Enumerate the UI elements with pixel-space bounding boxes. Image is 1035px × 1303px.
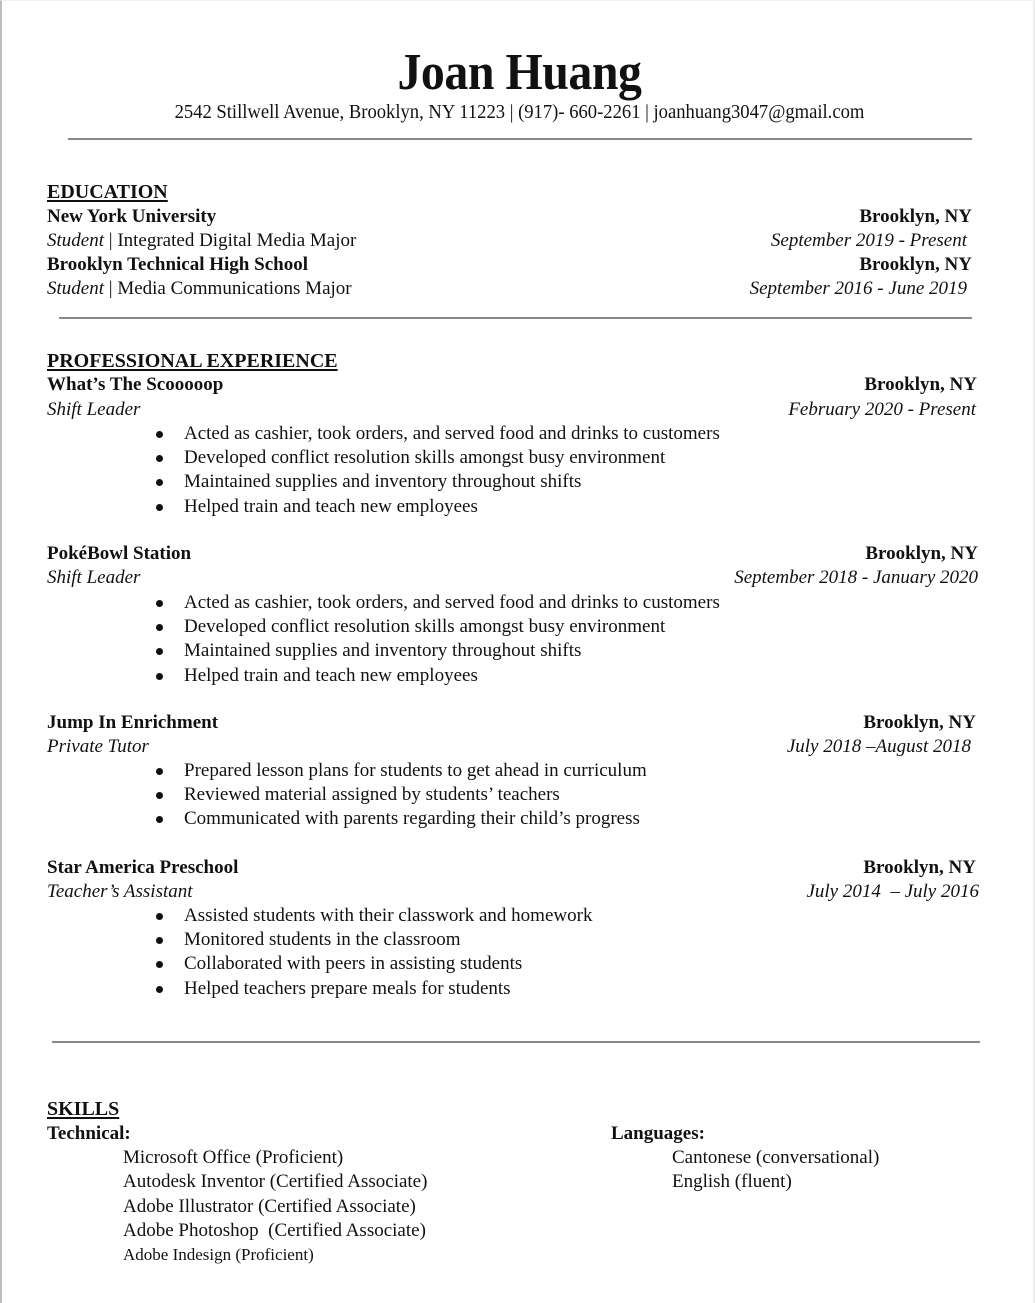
job-role-text: Shift Leader	[47, 399, 141, 420]
bullet-text: Reviewed material assigned by students’ teachers	[184, 784, 560, 806]
skills-heading: SKILLS	[47, 1098, 120, 1120]
job-location: Brooklyn, NY	[864, 374, 977, 395]
job-location: Brooklyn, NY	[863, 712, 976, 733]
job-bullet	[184, 759, 647, 783]
job-bullet	[184, 977, 592, 1001]
education-detail: Integrated Digital Media Major	[117, 230, 357, 251]
bullet-icon	[156, 673, 163, 680]
job-bullet	[184, 904, 592, 928]
job-dates: September 2018 - January 2020	[734, 567, 978, 588]
job-bullets	[184, 591, 720, 688]
bullet-icon	[156, 431, 163, 438]
bullet-text: Developed conflict resolution skills amongst busy environment	[184, 447, 666, 469]
header-divider	[68, 138, 972, 140]
bullet-text: Maintained supplies and inventory throughout shifts	[184, 640, 582, 662]
bullet-text: Developed conflict resolution skills amongst busy environment	[184, 616, 666, 638]
bullet-icon	[156, 937, 163, 944]
job-bullet	[184, 952, 592, 976]
job-role	[47, 566, 140, 590]
bullet-icon	[156, 648, 163, 655]
bullet-text: Helped teachers prepare meals for students	[184, 977, 511, 999]
bullet-text: Helped train and teach new employees	[184, 664, 478, 686]
job-bullet	[184, 446, 720, 470]
job-bullet	[184, 639, 720, 663]
technical-skill: Microsoft Office (Proficient)	[123, 1147, 344, 1168]
job-bullet	[184, 470, 720, 494]
job-role-text: Shift Leader	[47, 567, 141, 588]
job-location: Brooklyn, NY	[865, 543, 978, 564]
job-bullets	[184, 422, 720, 519]
bullet-text: Collaborated with peers in assisting students	[184, 953, 523, 975]
contact-line: 2542 Stillwell Avenue, Brooklyn, NY 11223 | (917)- 660-2261 | joanhuang3047@gmail.com	[174, 101, 865, 123]
job-bullet	[184, 422, 720, 446]
education-dates: September 2016 - June 2019	[749, 278, 967, 299]
bullet-text: Communicated with parents regarding their child’s progress	[184, 808, 640, 830]
education-location: Brooklyn, NY	[859, 254, 972, 275]
bullet-text: Assisted students with their classwork and homework	[184, 905, 593, 926]
candidate-name: Joan Huang	[397, 44, 642, 101]
job-bullet	[184, 495, 720, 519]
technical-skill: Adobe Indesign (Proficient)	[123, 1245, 314, 1265]
bullet-text: Helped train and teach new employees	[184, 495, 478, 517]
bullet-icon	[156, 986, 163, 993]
bullet-icon	[156, 479, 163, 486]
job-role	[47, 398, 140, 422]
bullet-icon	[156, 624, 163, 631]
bullet-text: Monitored students in the classroom	[184, 929, 461, 951]
job-company: PokéBowl Station	[47, 543, 192, 564]
education-separator: |	[104, 278, 118, 299]
job-role-text: Teacher’s Assistant	[47, 881, 193, 902]
education-role: Student	[47, 230, 104, 251]
education-school: New York University	[47, 206, 217, 227]
bullet-icon	[156, 504, 163, 511]
job-role	[47, 735, 149, 759]
education-dates: September 2019 - Present	[770, 230, 967, 251]
bullet-icon	[156, 816, 163, 823]
job-company: Star America Preschool	[47, 857, 239, 878]
bullet-icon	[156, 913, 163, 920]
job-role	[47, 880, 193, 904]
technical-skills-list	[123, 1146, 427, 1267]
technical-skill: Adobe Illustrator (Certified Associate)	[123, 1195, 416, 1217]
job-location: Brooklyn, NY	[863, 857, 976, 878]
language-item: English (fluent)	[672, 1171, 792, 1193]
education-location: Brooklyn, NY	[859, 206, 972, 227]
job-dates: February 2020 - Present	[788, 399, 976, 420]
job-bullet	[184, 591, 720, 615]
bullet-icon	[156, 792, 163, 799]
education-role: Student	[47, 278, 104, 299]
experience-divider	[52, 1041, 980, 1043]
bullet-text: Acted as cashier, took orders, and served food and drinks to customers	[184, 423, 720, 444]
job-bullet	[184, 807, 647, 831]
education-detail: Media Communications Major	[117, 278, 352, 299]
education-school: Brooklyn Technical High School	[47, 254, 308, 275]
job-bullet	[184, 615, 720, 639]
language-item: Cantonese (conversational)	[672, 1147, 880, 1168]
job-bullet	[184, 664, 720, 688]
education-divider	[59, 317, 972, 319]
bullet-icon	[156, 600, 163, 607]
job-company: What’s The Scooooop	[47, 374, 224, 395]
job-dates: July 2018 –August 2018	[786, 736, 971, 757]
bullet-icon	[156, 768, 163, 775]
education-role-line	[47, 277, 352, 301]
job-bullets	[184, 904, 592, 1001]
education-role-line	[47, 229, 356, 253]
job-bullet	[184, 928, 592, 952]
experience-heading: PROFESSIONAL EXPERIENCE	[47, 350, 338, 372]
bullet-icon	[156, 455, 163, 462]
job-bullets	[184, 759, 647, 832]
bullet-text: Acted as cashier, took orders, and served food and drinks to customers	[184, 592, 720, 613]
education-heading: EDUCATION	[47, 181, 168, 203]
bullet-icon	[156, 961, 163, 968]
technical-skill: Adobe Photoshop (Certified Associate)	[123, 1219, 426, 1241]
languages-list	[672, 1146, 879, 1195]
bullet-text: Maintained supplies and inventory throughout shifts	[184, 471, 582, 493]
job-company: Jump In Enrichment	[47, 712, 219, 733]
languages-label: Languages:	[611, 1123, 705, 1144]
education-separator: |	[104, 230, 118, 251]
technical-skill: Autodesk Inventor (Certified Associate)	[123, 1171, 428, 1193]
bullet-text: Prepared lesson plans for students to get ahead in curriculum	[184, 760, 647, 781]
job-bullet	[184, 783, 647, 807]
job-dates: July 2014 – July 2016	[806, 881, 979, 902]
technical-skills-label: Technical:	[47, 1123, 131, 1144]
job-role-text: Private Tutor	[47, 736, 149, 757]
